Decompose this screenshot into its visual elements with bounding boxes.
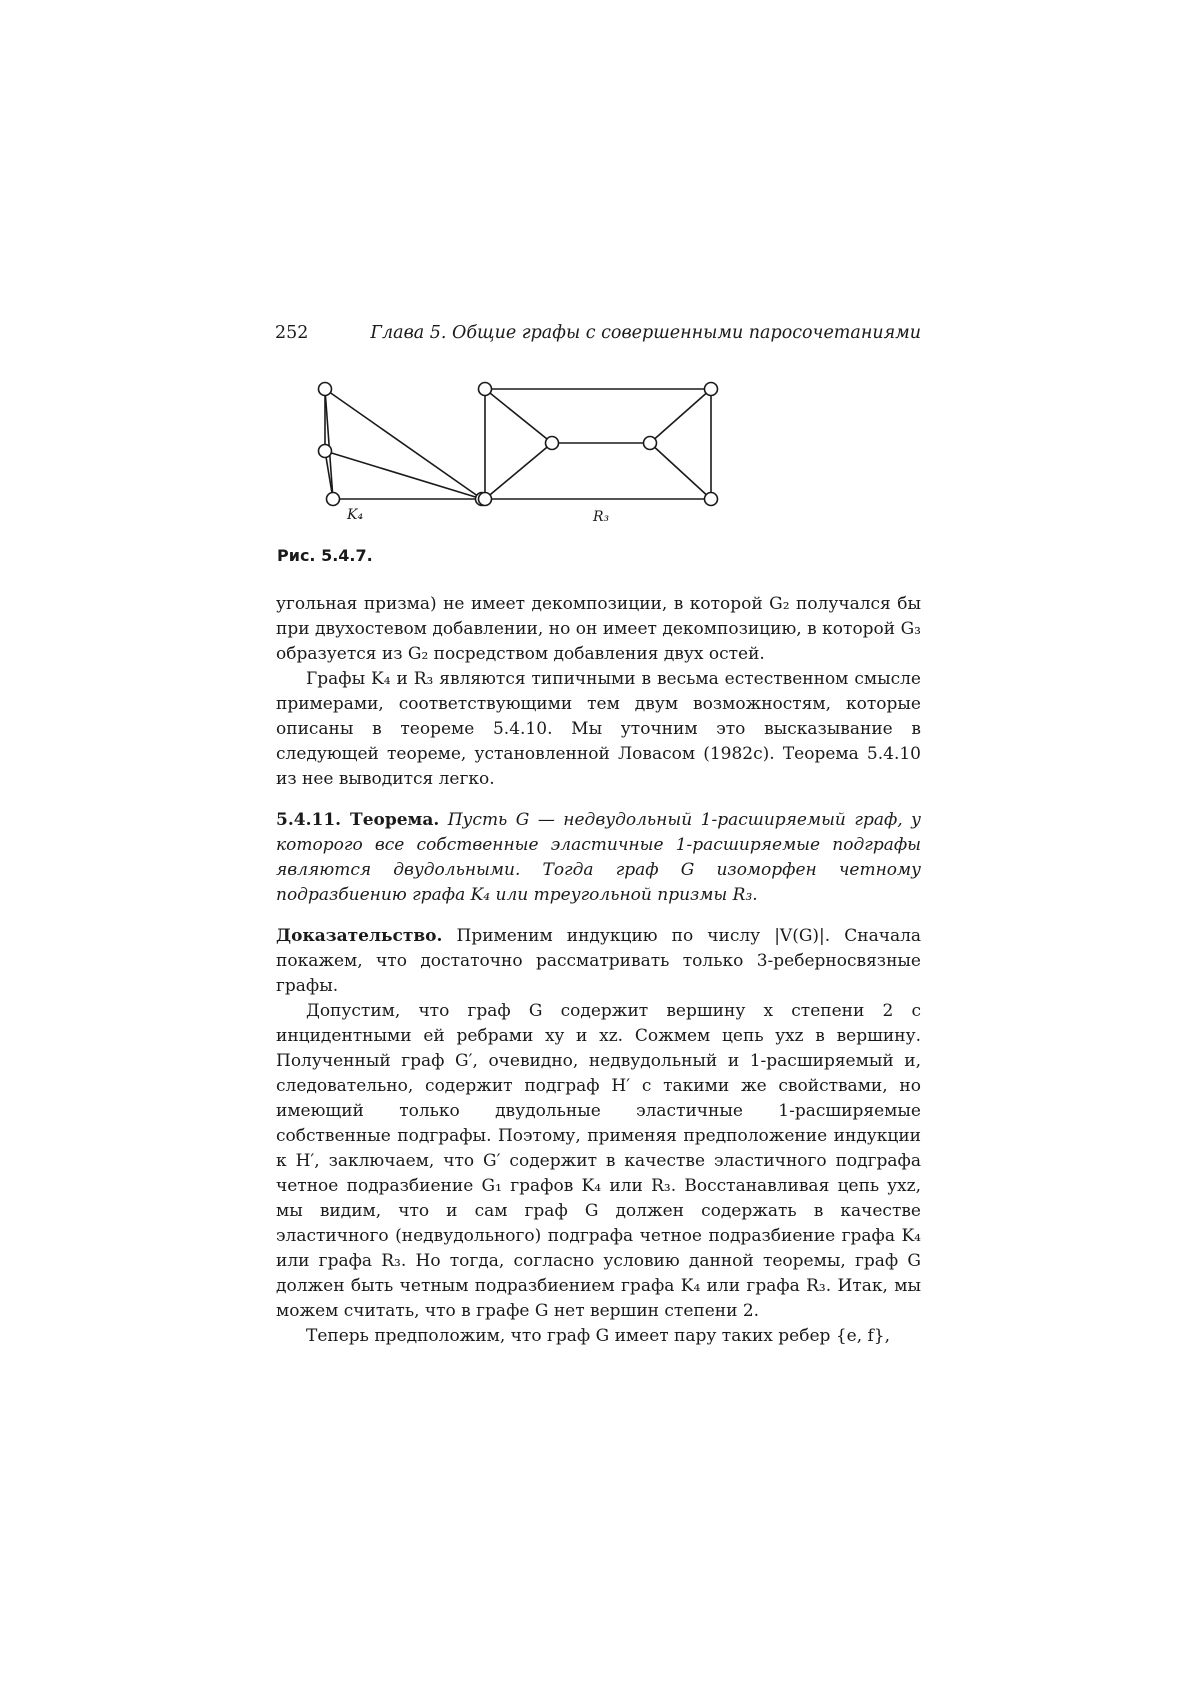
r3-vertex — [479, 493, 492, 506]
r3-vertex — [705, 493, 718, 506]
r3-vertex — [479, 383, 492, 396]
r3-edge — [650, 443, 711, 499]
body-text — [276, 592, 921, 1349]
r3-vertex — [644, 437, 657, 450]
running-title: Глава 5. Общие графы с совершенными паросочетаниями — [370, 323, 921, 343]
figure-graphs — [270, 365, 730, 525]
k4-vertex — [319, 383, 332, 396]
k4-vertex — [319, 445, 332, 458]
r3-edge — [485, 389, 552, 443]
page-number: 252 — [275, 323, 309, 343]
paragraph: Допустим, что граф G содержит вершину x степени 2 с инцидентными ей ребрами xy и xz. Сожмем цепь yxz в вершину. Полученный граф G′, очевидно, недвудольный и 1-расширяемый и, следовательно, содержит подграф H′ с такими же свойствами, но имеющий только двудольные эластичные 1-расширяемые собственные подграфы. Поэтому, применяя предположение индукции к H′, заключаем, что G′ содержит в качестве эластичного подграфа четное подразбиение G₁ графов K₄ или R₃. Восстанавливая цепь yxz, мы видим, что и сам граф G должен содержать в качестве эластичного (недвудольного) подграфа четное подразбиение графа K₄ или графа R₃. Но тогда, согласно условию данной теоремы, граф G должен быть четным подразбиением графа K₄ или графа R₃. Итак, мы можем считать, что в графе G нет вершин степени 2. — [276, 1001, 921, 1321]
label-k4: K₄ — [347, 507, 364, 523]
k4-edge — [325, 389, 482, 499]
k4-edge — [325, 451, 482, 499]
r3-vertex — [546, 437, 559, 450]
paragraph: Теперь предположим, что граф G имеет пару таких ребер {e, f}, — [306, 1326, 891, 1346]
theorem — [276, 808, 921, 908]
label-r3: R₃ — [593, 509, 610, 525]
paragraph: Графы K₄ и R₃ являются типичными в весьма естественном смысле примерами, соответствующими тем двум возможностям, которые описаны в теореме 5.4.10. Мы уточним это высказывание в следующей теореме, установленной Ловасом (1982c). Теорема 5.4.10 из нее выводится легко. — [276, 669, 921, 789]
proof — [276, 924, 921, 999]
theorem-heading: 5.4.11. Теорема. — [276, 810, 440, 830]
r3-edge — [485, 443, 552, 499]
k4-vertex — [327, 493, 340, 506]
figure-caption: Рис. 5.4.7. — [277, 546, 373, 565]
paragraph: угольная призма) не имеет декомпозиции, в которой G₂ получался бы при двухостевом добавлении, но он имеет декомпозицию, в которой G₃ образуется из G₂ посредством добавления двух остей. — [276, 594, 921, 664]
graphs-diagram — [270, 365, 730, 525]
theorem-statement: Пусть G — недвудольный 1-расширяемый граф, у которого все собственные эластичные 1-расширяемые подграфы являются двудольными. Тогда граф G изоморфен четному подразбиению графа K₄ или треугольной призмы R₃. — [276, 810, 921, 905]
r3-vertex — [705, 383, 718, 396]
proof-text: Применим индукцию по числу |V(G)|. Сначала покажем, что достаточно рассматривать только 3-реберносвязные графы. — [276, 926, 922, 996]
r3-edge — [650, 389, 711, 443]
proof-heading: Доказательство. — [276, 926, 443, 946]
